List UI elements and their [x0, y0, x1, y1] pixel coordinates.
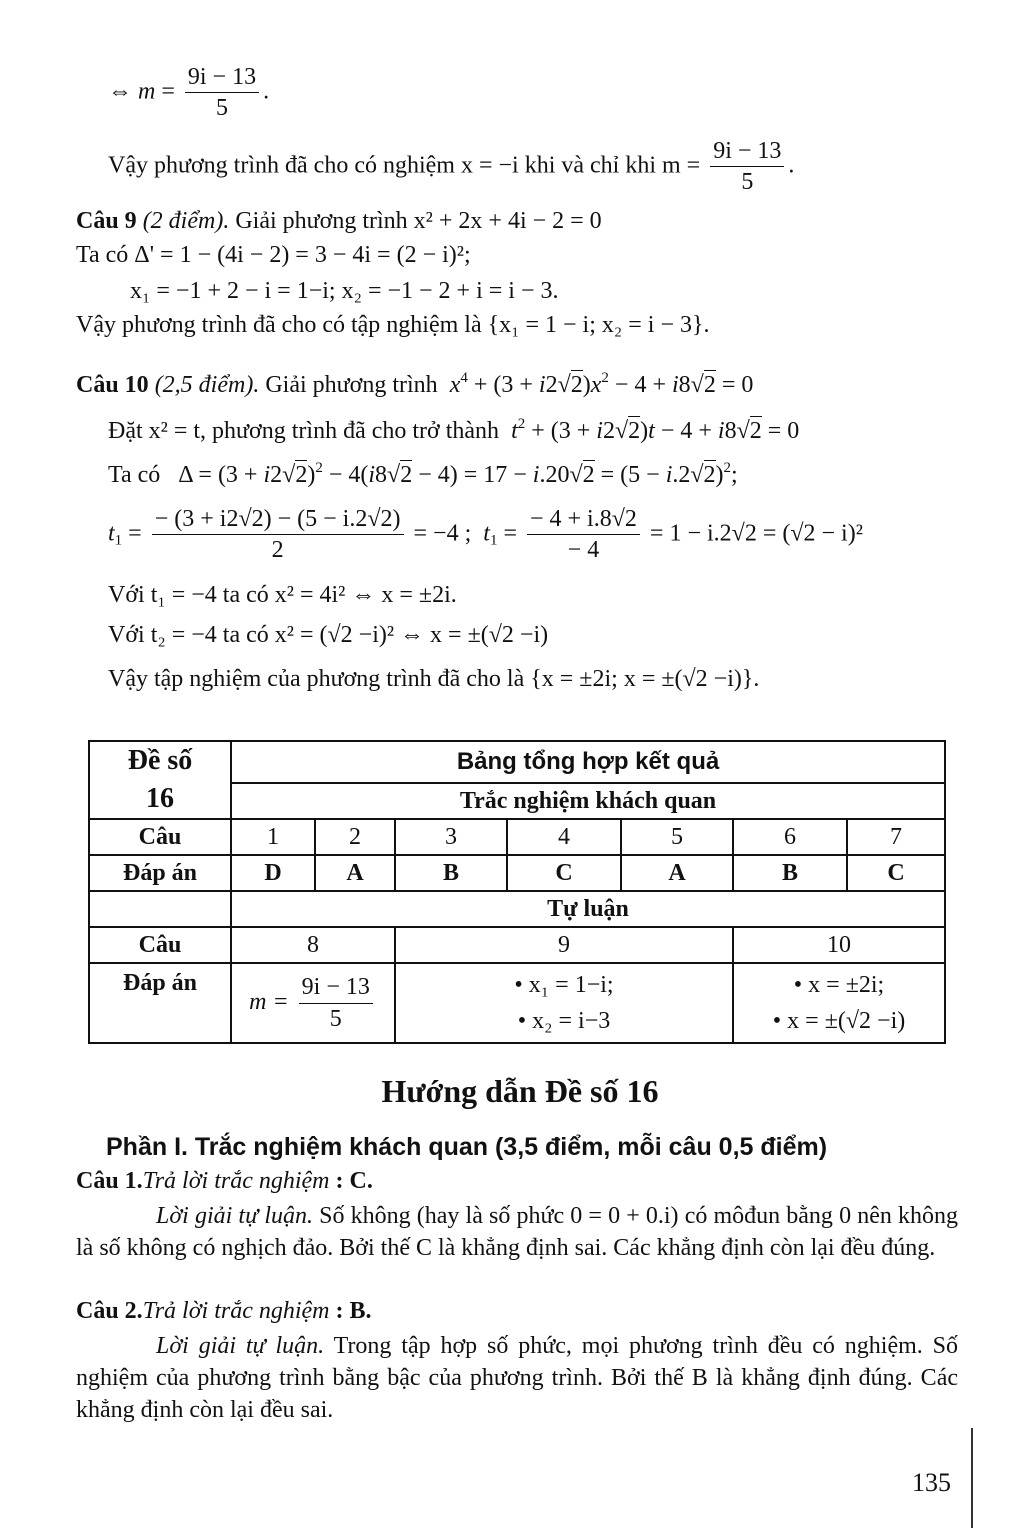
- table-row: [89, 891, 945, 927]
- essay-question: 10: [733, 927, 945, 963]
- results-table: [88, 740, 946, 1044]
- q10-set-text: Đặt x² = t, phương trình đã cho trở thành: [108, 418, 500, 444]
- conclusion-text: Vậy phương trình đã cho có nghiệm x = −i khi và chỉ khi m =: [108, 152, 701, 179]
- eq-sign: =: [161, 78, 175, 105]
- conclusion-fraction: [710, 138, 784, 196]
- mc-question: 2: [315, 819, 395, 855]
- table-row: [89, 855, 945, 891]
- mc-question: 5: [621, 819, 733, 855]
- c2-body: [76, 1330, 958, 1426]
- c2-label: Trả lời trắc nghiệm: [142, 1298, 330, 1324]
- mc-question: 7: [847, 819, 945, 855]
- fraction-denominator: − 4: [567, 537, 600, 564]
- q10-prefix: Giải phương trình: [265, 372, 438, 398]
- mc-question: 3: [395, 819, 507, 855]
- dap-an-label: Đáp án: [89, 963, 231, 1043]
- c2-body-text: Trong tập hợp số phức, mọi phương trình đều có nghiệm. Số nghiệm của phương trình bằng bậc của phương trình. Bởi thế B là khẳng định đúng. Các khẳng định còn lại đều sai.: [76, 1333, 958, 1423]
- fraction-numerator: − (3 + i2√2) − (5 − i.2√2): [152, 506, 404, 535]
- part1-heading: Phần I. Trắc nghiệm khách quan (3,5 điểm, mỗi câu 0,5 điểm): [106, 1133, 828, 1161]
- empty-cell: [89, 891, 231, 927]
- var-m: m: [138, 78, 156, 105]
- ans8-lhs: m =: [249, 988, 289, 1015]
- mc-question: 4: [507, 819, 621, 855]
- mc-answer: C: [507, 855, 621, 891]
- essay-answer-8: [231, 963, 395, 1043]
- fraction-numerator: 9i − 13: [299, 974, 373, 1004]
- t1-result: = −4 ;: [413, 520, 472, 547]
- mc-answer: D: [231, 855, 315, 891]
- dap-an-label: Đáp án: [89, 855, 231, 891]
- period: .: [263, 78, 270, 105]
- mc-answer: B: [395, 855, 507, 891]
- q9-equation: Giải phương trình x² + 2x + 4i − 2 = 0: [235, 208, 602, 234]
- q10-t-equation: $t^2 + (3 + i2√2)t - 4 + i8√2 = 0$: [511, 416, 800, 444]
- mc-answer: A: [621, 855, 733, 891]
- fraction-m: [185, 64, 259, 122]
- margin-line: [971, 1428, 973, 1528]
- fraction-numerator: 9i − 13: [185, 64, 259, 93]
- de-so-label: Đề số: [127, 745, 193, 776]
- c1-body-lead: Lời giải tự luận.: [156, 1203, 313, 1229]
- mc-answer: B: [733, 855, 847, 891]
- q10-statement: [76, 372, 753, 398]
- table-row: [89, 741, 945, 783]
- ans8-fraction: [299, 974, 373, 1033]
- c1-label: Trả lời trắc nghiệm: [142, 1168, 330, 1194]
- c2-body-lead: Lời giải tự luận.: [156, 1333, 325, 1359]
- essay-answer-10: [733, 963, 945, 1043]
- ans9-line1: • x₁ = 1−i;: [514, 972, 614, 998]
- conclusion-q8: Vậy phương trình đã cho có nghiệm x = −i khi và chỉ khi m = $\frac{9i - 13}{5}$ .: [108, 138, 795, 196]
- ans10-line1: • x = ±2i;: [793, 972, 885, 998]
- fraction-denominator: 5: [741, 169, 754, 196]
- c2-head: Câu 2.: [76, 1298, 143, 1324]
- q10-with2: Với t₂ = −4 ta có x² = (√2 −i)² ⇔ x = ±(√2 −i): [108, 622, 549, 648]
- q10-equation: $x^4 + (3 + i2√2)x^2 - 4 + i8√2 = 0$: [449, 370, 754, 398]
- q9-heading: Câu 9: [76, 208, 137, 234]
- t1b-fraction: [527, 506, 640, 564]
- de-so-number: 16: [146, 783, 174, 814]
- t1b-result: = 1 − i.2√2 = (√2 − i)²: [649, 520, 863, 547]
- c1-body: [76, 1200, 958, 1264]
- ans9-line2: • x₂ = i−3: [517, 1008, 611, 1034]
- fraction-denominator: 5: [215, 95, 228, 122]
- mc-subtitle: Trắc nghiệm khách quan: [231, 783, 945, 819]
- c2-answer: : B.: [335, 1298, 372, 1324]
- delta-prefix: Ta có: [108, 462, 161, 488]
- q10-heading: Câu 10: [76, 372, 149, 398]
- mc-question: 6: [733, 819, 847, 855]
- essay-subtitle: Tự luận: [231, 891, 945, 927]
- q10-conclusion: Vậy tập nghiệm của phương trình đã cho là {x = ±2i; x = ±(√2 −i)}.: [108, 666, 760, 692]
- q10-with1: Với t₁ = −4 ta có x² = 4i² ⇔ x = ±2i.: [108, 582, 457, 608]
- page-number: 135: [912, 1468, 951, 1497]
- de-so-cell: [89, 741, 231, 819]
- q9-points: (2 điểm).: [142, 208, 230, 234]
- guide-title: Hướng dẫn Đề số 16: [381, 1073, 659, 1109]
- c1-head: Câu 1.: [76, 1168, 143, 1194]
- q10-points: (2,5 điểm).: [154, 372, 260, 398]
- essay-question: 8: [231, 927, 395, 963]
- c1-body-text: Số không (hay là số phức 0 = 0 + 0.i) có môđun bằng 0 nên không là số không có nghịch đảo. Bởi thế C là khẳng định sai. Các khẳng định còn lại đều đúng.: [76, 1203, 958, 1261]
- equiv-symbol: ⇔: [108, 78, 132, 105]
- q9-line2: x₁ = −1 + 2 − i = 1−i; x₂ = −1 − 2 + i = i − 3.: [130, 278, 559, 304]
- q10-delta: [108, 462, 738, 488]
- q9-statement: [76, 208, 602, 234]
- fraction-denominator: 5: [329, 1005, 342, 1032]
- cau-label: Câu: [89, 927, 231, 963]
- table-row: [89, 927, 945, 963]
- c1-header: [76, 1168, 373, 1194]
- essay-question: 9: [395, 927, 733, 963]
- c1-answer: : C.: [335, 1168, 373, 1194]
- q10-substitution: [108, 418, 799, 444]
- cau-label: Câu: [89, 819, 231, 855]
- q9-line3: Vậy phương trình đã cho có tập nghiệm là {x₁ = 1 − i; x₂ = i − 3}.: [76, 312, 710, 338]
- fraction-numerator: 9i − 13: [710, 138, 784, 167]
- ans10-line2: • x = ±(√2 −i): [772, 1008, 906, 1034]
- var-t1: t: [108, 520, 115, 547]
- q9-line1: Ta có Δ' = 1 − (4i − 2) = 3 − 4i = (2 − i)²;: [76, 242, 471, 268]
- essay-answer-9: [395, 963, 733, 1043]
- mc-answer: C: [847, 855, 945, 891]
- mc-answer: A: [315, 855, 395, 891]
- q10-roots-t: $t_1$ = $\frac{- (3 + i2√2) - (5 - i.2√2)}{2}$ = −4 ; $t_1$ = $\frac{- 4 + i.8√2}{- 4}$ = 1 − i.2√2 = (√2 − i)²: [108, 506, 863, 564]
- mc-question: 1: [231, 819, 315, 855]
- table-row: [89, 819, 945, 855]
- delta-equation: $\Delta = (3 + i2√2)^2 - 4(i8√2 - 4) = 17 - i.20√2 = (5 - i.2√2)^2$;: [166, 460, 738, 488]
- t1-fraction: [152, 506, 404, 564]
- table-title: Bảng tổng hợp kết quả: [231, 741, 945, 783]
- table-row: [89, 963, 945, 1043]
- c2-header: [76, 1298, 372, 1324]
- equation-m: [108, 64, 269, 122]
- fraction-denominator: 2: [271, 537, 284, 564]
- fraction-numerator: − 4 + i.8√2: [527, 506, 640, 535]
